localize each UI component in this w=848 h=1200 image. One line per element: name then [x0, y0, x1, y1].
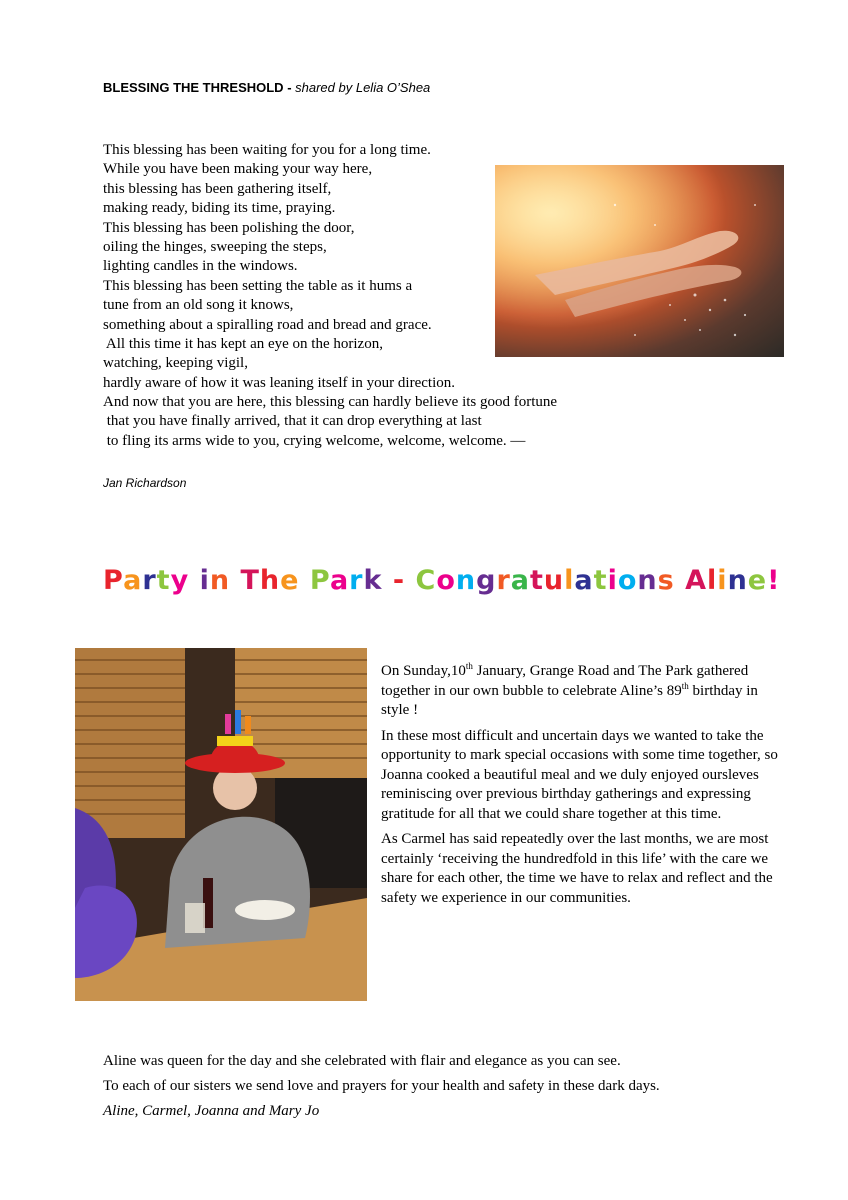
party-paragraph-3: As Carmel has said repeatedly over the last months, we are most certainly ‘receiving the hundredfold in this life’ with the care we share for each other, the time we have to relax and reflect and the safety we experience in our communities.: [381, 831, 773, 906]
poem-line: watching, keeping vigil,: [103, 355, 248, 372]
poem-line: that you have finally arrived, that it can drop everything at last: [103, 413, 482, 430]
party-title-main: Party in The Park: [103, 565, 383, 596]
party-paragraph-2: In these most difficult and uncertain days we wanted to take the opportunity to mark special occasions with some time together, so Joanna cooked a beautiful meal and we duly enjoyed oursleves reminiscing over previous birthday gatherings and expressing gratitude for all that we could share together at this time.: [381, 727, 778, 822]
hands-photo: [495, 165, 784, 357]
poem-line: to fling its arms wide to you, crying welcome, welcome, welcome. —: [103, 432, 526, 449]
poem-line: oiling the hinges, sweeping the steps,: [103, 238, 327, 255]
party-title-separator: -: [382, 565, 416, 596]
party-paragraph-1: On Sunday,10th January, Grange Road and The Park gathered together in our own bubble to celebrate Aline’s 89th birthday in style !: [381, 661, 758, 718]
closing-section: [103, 1049, 660, 1124]
closing-signature: Aline, Carmel, Joanna and Mary Jo: [103, 1103, 320, 1119]
blessing-title: BLESSING THE THRESHOLD: [103, 80, 284, 95]
poem-line: tune from an old song it knows,: [103, 297, 294, 314]
party-title: [103, 565, 780, 596]
poem-line: something about a spiralling road and bread and grace.: [103, 316, 432, 333]
poem-line: This blessing has been setting the table as it hums a: [103, 277, 413, 294]
closing-line-1: Aline was queen for the day and she celebrated with flair and elegance as you can see.: [103, 1053, 621, 1069]
poem-line: this blessing has been gathering itself,: [103, 180, 332, 197]
poem-author: Jan Richardson: [103, 476, 187, 490]
poem-line: lighting candles in the windows.: [103, 258, 298, 275]
poem-line: hardly aware of how it was leaning itself in your direction.: [103, 374, 455, 391]
closing-line-2: To each of our sisters we send love and prayers for your health and safety in these dark days.: [103, 1078, 660, 1094]
shared-by: shared by Lelia O’Shea: [295, 80, 431, 95]
party-photo: [75, 648, 367, 1001]
poem-line: While you have been making your way here,: [103, 161, 373, 178]
blessing-heading: [103, 80, 430, 95]
poem-line: making ready, biding its time, praying.: [103, 200, 336, 217]
poem-line: And now that you are here, this blessing can hardly believe its good fortune: [103, 394, 558, 411]
poem-line: All this time it has kept an eye on the horizon,: [103, 335, 383, 352]
party-article: [381, 662, 781, 914]
heading-separator: -: [283, 80, 296, 95]
poem-line: This blessing has been polishing the door,: [103, 219, 355, 236]
blessing-poem: [103, 141, 557, 451]
party-title-congrats: Congratulations Aline!: [415, 565, 781, 596]
hands-illustration: [495, 165, 784, 357]
party-illustration: [75, 648, 367, 1001]
poem-line: This blessing has been waiting for you for a long time.: [103, 142, 431, 158]
